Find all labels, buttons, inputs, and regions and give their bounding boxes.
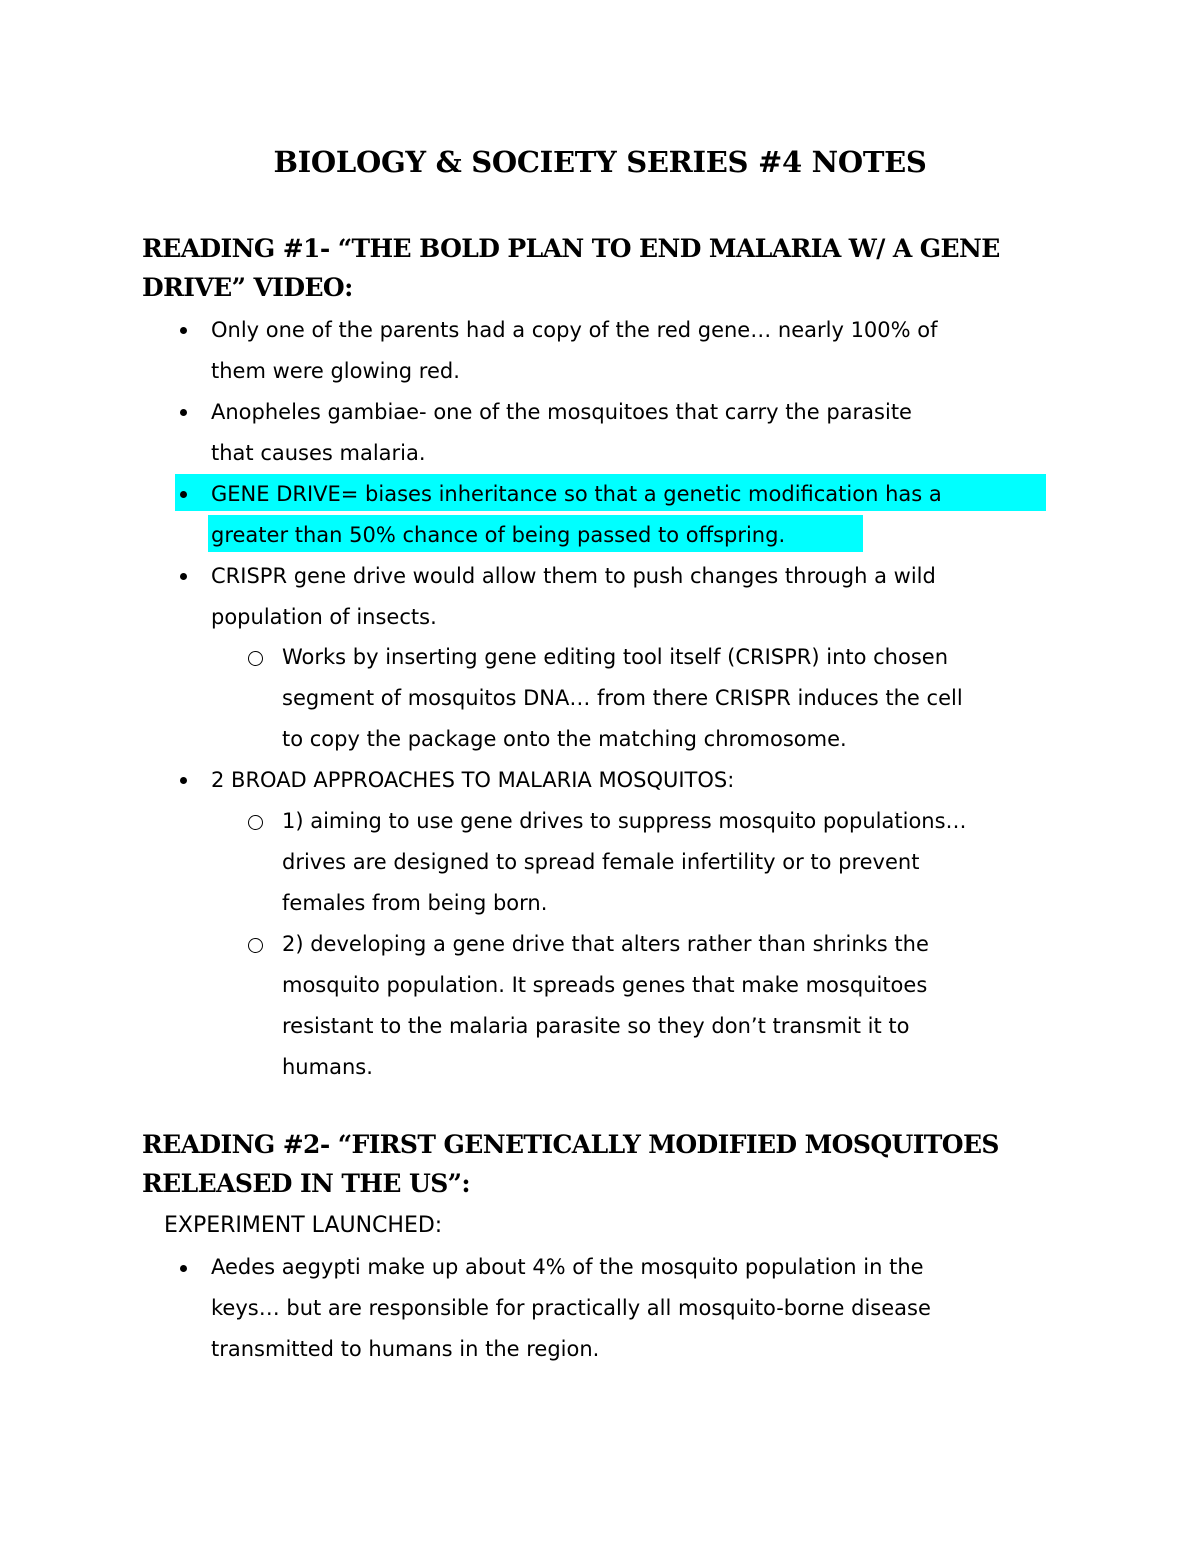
list-item-line: Aedes aegypti make up about 4% of the mosquito population in the: [211, 1255, 924, 1279]
bullet-icon: [180, 777, 187, 784]
list-item-line: Anopheles gambiae- one of the mosquitoes that carry the parasite: [211, 400, 912, 424]
reading-2-heading-line-2: RELEASED IN THE US”:: [142, 1169, 471, 1198]
list-item: [211, 556, 1111, 638]
document-title: BIOLOGY & SOCIETY SERIES #4 NOTES: [273, 145, 927, 179]
sub-list-item-line: 2) developing a gene drive that alters rather than shrinks the: [282, 932, 929, 956]
bullet-icon: [180, 327, 187, 334]
list-item-line: that causes malaria.: [211, 441, 426, 465]
sub-list-item-line: Works by inserting gene editing tool itself (CRISPR) into chosen: [282, 645, 949, 669]
sub-list-item-line: segment of mosquitos DNA… from there CRISPR induces the cell: [282, 686, 963, 710]
sub-list-item-line: to copy the package onto the matching chromosome.: [282, 727, 847, 751]
reading-1-heading-line-2: DRIVE” VIDEO:: [142, 273, 353, 302]
bullet-icon: [180, 409, 187, 416]
list-item: [211, 1247, 1111, 1370]
sub-list-item: [282, 924, 1142, 1088]
list-item-gene-drive: [211, 474, 1111, 556]
list-item-line: them were glowing red.: [211, 359, 460, 383]
list-item: [211, 392, 1111, 474]
hollow-circle-icon: [248, 815, 263, 830]
reading-1-heading-line-1: READING #1- “THE BOLD PLAN TO END MALARIA W/ A GENE: [142, 234, 1000, 263]
bullet-icon: [180, 491, 187, 498]
list-item-line: transmitted to humans in the region.: [211, 1337, 600, 1361]
sub-list-item-line: 1) aiming to use gene drives to suppress mosquito populations…: [282, 809, 967, 833]
hollow-circle-icon: [248, 938, 263, 953]
sub-list-item-line: humans.: [282, 1055, 373, 1079]
sub-list-item: [282, 637, 1142, 760]
reading-1-heading: [142, 229, 1042, 307]
bullet-icon: [180, 573, 187, 580]
sub-list-item-line: resistant to the malaria parasite so they don’t transmit it to: [282, 1014, 910, 1038]
list-item-line: keys… but are responsible for practically all mosquito-borne disease: [211, 1296, 931, 1320]
list-item-line: greater than 50% chance of being passed to offspring.: [211, 523, 786, 547]
bullet-icon: [180, 1265, 187, 1272]
sub-list-item-line: mosquito population. It spreads genes that make mosquitoes: [282, 973, 928, 997]
list-item: [211, 760, 1111, 801]
sub-list-item: [282, 801, 1142, 924]
reading-2-heading: [142, 1125, 1042, 1203]
hollow-circle-icon: [248, 651, 263, 666]
experiment-launched-label: EXPERIMENT LAUNCHED:: [164, 1213, 443, 1238]
list-item-line: 2 BROAD APPROACHES TO MALARIA MOSQUITOS:: [211, 768, 735, 792]
sub-list-item-line: drives are designed to spread female infertility or to prevent: [282, 850, 920, 874]
list-item-line: Only one of the parents had a copy of the red gene… nearly 100% of: [211, 318, 938, 342]
list-item: [211, 310, 1111, 392]
sub-list-item-line: females from being born.: [282, 891, 548, 915]
list-item-line: CRISPR gene drive would allow them to push changes through a wild: [211, 564, 936, 588]
list-item-line: GENE DRIVE= biases inheritance so that a genetic modification has a: [211, 482, 942, 506]
list-item-line: population of insects.: [211, 605, 437, 629]
reading-2-heading-line-1: READING #2- “FIRST GENETICALLY MODIFIED MOSQUITOES: [142, 1130, 999, 1159]
